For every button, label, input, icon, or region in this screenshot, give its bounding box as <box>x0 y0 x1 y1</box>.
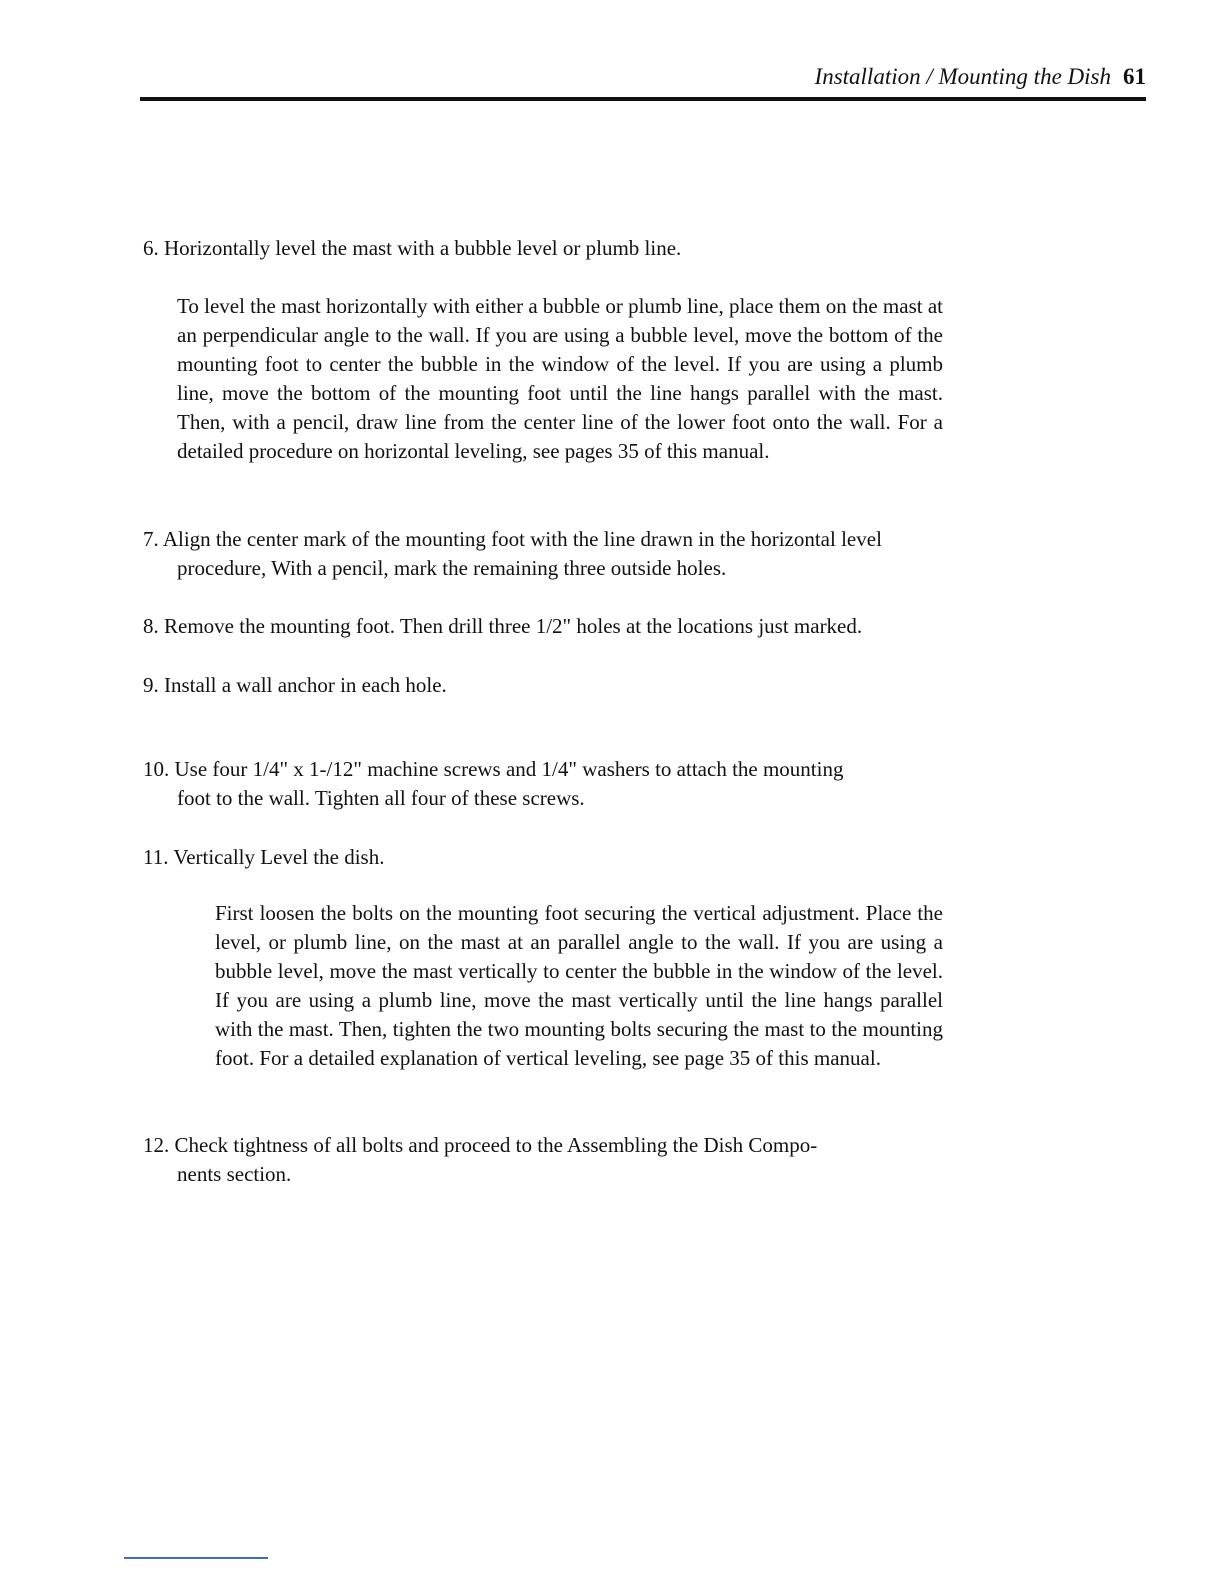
step-heading <box>143 1131 943 1160</box>
step-continuation: procedure, With a pencil, mark the remaining three outside holes. <box>177 556 727 580</box>
step-heading <box>143 843 943 872</box>
step-continuation: foot to the wall. Tighten all four of these screws. <box>177 786 585 810</box>
step-heading <box>143 612 943 641</box>
running-header <box>140 64 1146 98</box>
step-number: 8. <box>143 614 159 638</box>
step-number: 11. <box>143 845 169 869</box>
step-title: Check tightness of all bolts and proceed to the Assembling the Dish Compo- <box>174 1133 818 1157</box>
step-body: First loosen the bolts on the mounting foot securing the vertical adjustment. Place the level, or plumb line, on the mast at an parallel angle to the wall. If you are using a bubble level, move the mast vertically to center the bubble in the window of the level. If you are using a plumb line, move the mast vertically until the line hangs parallel with the mast. Then, tighten the two mounting bolts securing the mast to the mounting foot. For a detailed explanation of vertical leveling, see page 35 of this manual. <box>215 901 943 1070</box>
step-title: Install a wall anchor in each hole. <box>164 673 447 697</box>
step-title: Remove the mounting foot. Then drill three 1/2" holes at the locations just marked. <box>164 614 863 638</box>
header-title: Installation / Mounting the Dish <box>814 64 1111 89</box>
step-number: 10. <box>143 757 170 781</box>
step-heading <box>143 671 943 700</box>
step-title: Use four 1/4" x 1-/12" machine screws and 1/4" washers to attach the mounting <box>174 757 844 781</box>
step-number: 12. <box>143 1133 170 1157</box>
header-rule <box>140 97 1146 101</box>
step-heading <box>143 525 943 554</box>
step-number: 9. <box>143 673 159 697</box>
step-continuation: nents section. <box>177 1162 292 1186</box>
step-heading <box>143 234 943 263</box>
step-number: 7. <box>143 527 159 551</box>
step-number: 6. <box>143 236 159 260</box>
page-number: 61 <box>1123 64 1146 89</box>
step-title: Vertically Level the dish. <box>173 845 385 869</box>
step-title: Align the center mark of the mounting foot with the line drawn in the horizontal level <box>162 527 882 551</box>
step-title: Horizontally level the mast with a bubble level or plumb line. <box>164 236 682 260</box>
step-heading <box>143 755 943 784</box>
step-body: To level the mast horizontally with either a bubble or plumb line, place them on the mast at an perpendicular angle to the wall. If you are using a bubble level, move the bottom of the mounting foot to center the bubble in the window of the level. If you are using a plumb line, move the bottom of the mounting foot until the line hangs parallel with the mast. Then, with a pencil, draw line from the center line of the lower foot onto the wall. For a detailed procedure on horizontal leveling, see pages 35 of this manual. <box>177 294 943 463</box>
scan-artifact-line <box>124 1557 268 1559</box>
